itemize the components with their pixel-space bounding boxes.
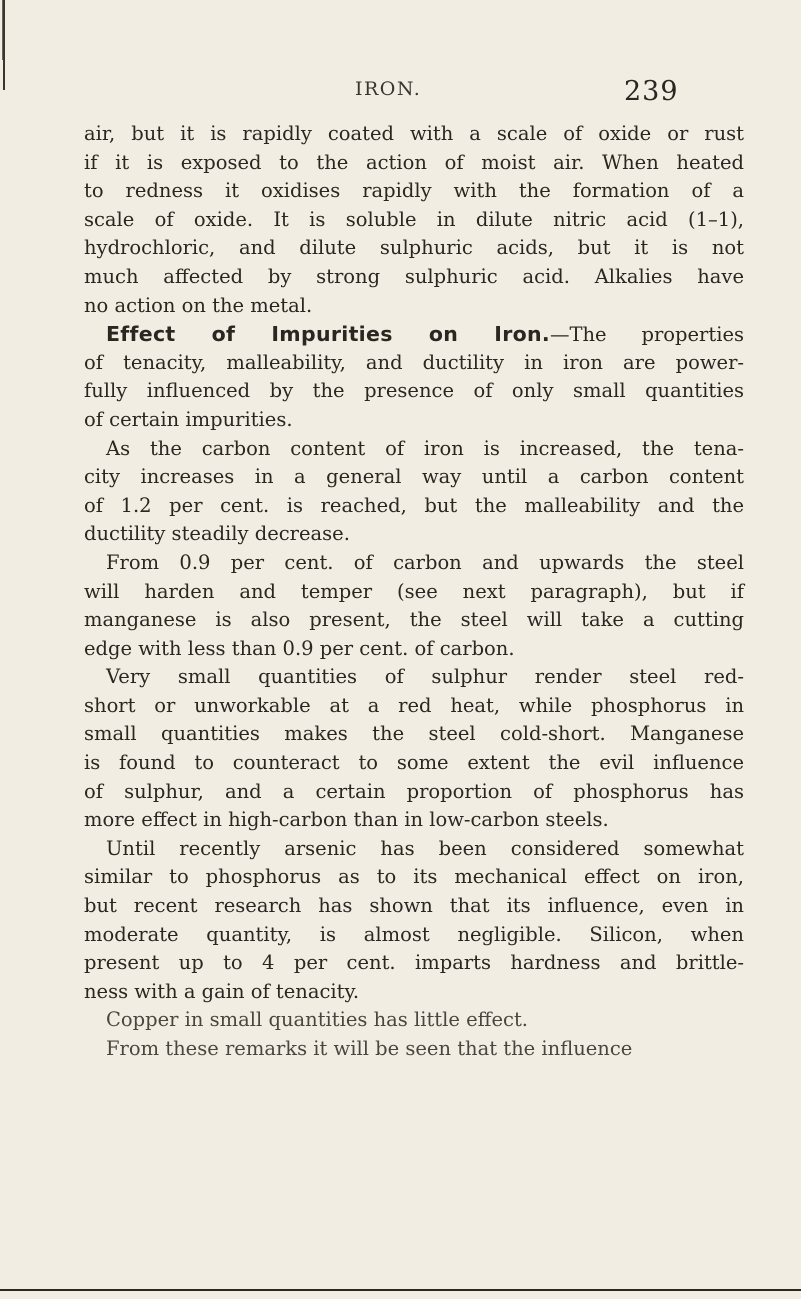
text-line: of sulphur, and a certain proportion of phosphorus has (84, 779, 744, 803)
page-bottom-edge (0, 1289, 801, 1291)
running-title: IRON. (355, 78, 422, 100)
text-line: of certain impurities. (84, 407, 293, 431)
text-line: short or unworkable at a red heat, while phosphorus in (84, 693, 744, 717)
page-number: 239 (624, 76, 679, 107)
page-edge-rule-inner (2, 0, 3, 60)
text-line: small quantities makes the steel cold-short. Manganese (84, 722, 744, 746)
text-line: air, but it is rapidly coated with a scale of oxide or rust (84, 122, 744, 145)
body-text (84, 120, 744, 1064)
text-line: similar to phosphorus as to its mechanical effect on iron, (84, 865, 744, 889)
section-heading: Effect of Impurities on Iron. (106, 322, 550, 347)
text-line: Until recently arsenic has been considered somewhat (106, 836, 744, 860)
text-line: hydrochloric, and dilute sulphuric acids, but it is not (84, 236, 744, 260)
text-line: From 0.9 per cent. of carbon and upwards the steel (106, 550, 744, 574)
text-line: ductility steadily decrease. (84, 522, 350, 546)
text-line: of 1.2 per cent. is reached, but the malleability and the (84, 493, 744, 517)
text-line: moderate quantity, is almost negligible. Silicon, when (84, 922, 744, 946)
text-line: Copper in small quantities has little effect. (106, 1008, 528, 1032)
text-line: to redness it oxidises rapidly with the formation of a (84, 179, 744, 203)
text-line: city increases in a general way until a carbon content (84, 465, 744, 489)
text-line: will harden and temper (see next paragraph), but if (84, 579, 744, 603)
text-line: but recent research has shown that its influence, even in (84, 894, 744, 918)
text-line: edge with less than 0.9 per cent. of carbon. (84, 636, 515, 660)
text-line: scale of oxide. It is soluble in dilute nitric acid (1–1), (84, 207, 744, 231)
text-line: present up to 4 per cent. imparts hardness and brittle- (84, 951, 744, 975)
text-line: manganese is also present, the steel will take a cutting (84, 608, 744, 632)
text-line: of tenacity, malleability, and ductility in iron are power- (84, 350, 744, 374)
text-line: From these remarks it will be seen that the influence (106, 1037, 633, 1060)
text-line: if it is exposed to the action of moist air. When heated (84, 150, 744, 174)
text-line: fully influenced by the presence of only small quantities (84, 379, 744, 403)
text-line: Very small quantities of sulphur render steel red- (106, 665, 744, 689)
section-heading-line (84, 320, 744, 349)
text-line-continuation: —The properties (549, 323, 745, 347)
text-line: much affected by strong sulphuric acid. Alkalies have (84, 264, 744, 288)
text-line: no action on the metal. (84, 293, 313, 317)
text-line: ness with a gain of tenacity. (84, 979, 360, 1003)
text-line: more effect in high-carbon than in low-carbon steels. (84, 808, 609, 832)
text-line: As the carbon content of iron is increased, the tena- (106, 436, 744, 460)
text-line: is found to counteract to some extent the evil influence (84, 751, 744, 775)
running-head (0, 76, 801, 116)
